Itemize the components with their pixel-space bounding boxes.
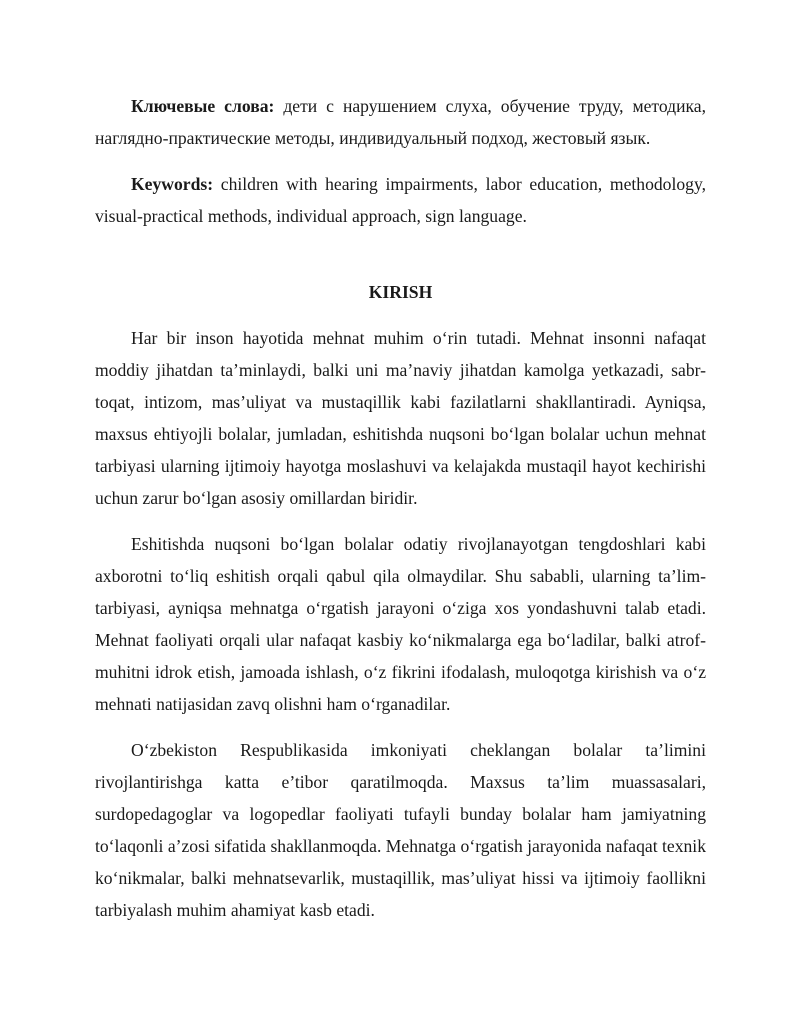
paragraph-3: O‘zbekiston Respublikasida imkoniyati cheklangan bolalar ta’limini rivojlantirishga katta e’tibor qaratilmoqda. Maxsus ta’lim muassasalari, surdopedagoglar va logopedlar faoliyati tufayli bunday bolalar ham jamiyatning to‘laqonli a’zosi sifatida shakllanmoqda. Mehnatga o‘rgatish jarayonida nafaqat texnik ko‘nikmalar, balki mehnatsevarlik, mustaqillik, mas’uliyat hissi va ijtimoiy faollikni tarbiyalash muhim ahamiyat kasb etadi. [95, 740, 706, 920]
keywords-ru [95, 90, 706, 154]
keywords-ru-text: дети с нарушением слуха, обучение труду, методика, наглядно-практические методы, индивидуальный подход, жестовый язык. [95, 96, 706, 148]
section-title: KIRISH [368, 282, 433, 302]
keywords-ru-label: Ключевые слова: [131, 96, 275, 116]
document-page [95, 90, 706, 940]
keywords-en [95, 168, 706, 232]
paragraph-2: Eshitishda nuqsoni bo‘lgan bolalar odatiy rivojlanayotgan tengdoshlari kabi axborotni to‘liq eshitish orqali qabul qila olmaydilar. Shu sababli, ularning ta’lim-tarbiyasi, ayniqsa mehnatga o‘rgatish jarayoni o‘ziga xos yondashuvni talab etadi. Mehnat faoliyati orqali ular nafaqat kasbiy ko‘nikmalarga ega bo‘ladilar, balki atrof-muhitni idrok etish, jamoada ishlash, o‘z fikrini ifodalash, muloqotga kirishish va o‘z mehnati natijasidan zavq olishni ham o‘rganadilar. [95, 534, 706, 714]
paragraph-1: Har bir inson hayotida mehnat muhim o‘rin tutadi. Mehnat insonni nafaqat moddiy jihatdan ta’minlaydi, balki uni ma’naviy jihatdan kamolga yetkazadi, sabr-toqat, intizom, mas’uliyat va mustaqillik kabi fazilatlarni shakllantiradi. Ayniqsa, maxsus ehtiyojli bolalar, jumladan, eshitishda nuqsoni bo‘lgan bolalar uchun mehnat tarbiyasi ularning ijtimoiy hayotga moslashuvi va kelajakda mustaqil hayot kechirishi uchun zarur bo‘lgan asosiy omillardan biridir. [95, 328, 706, 508]
keywords-en-text: children with hearing impairments, labor education, methodology, visual-practical methods, individual approach, sign language. [95, 174, 706, 226]
keywords-en-label: Keywords: [131, 174, 214, 194]
